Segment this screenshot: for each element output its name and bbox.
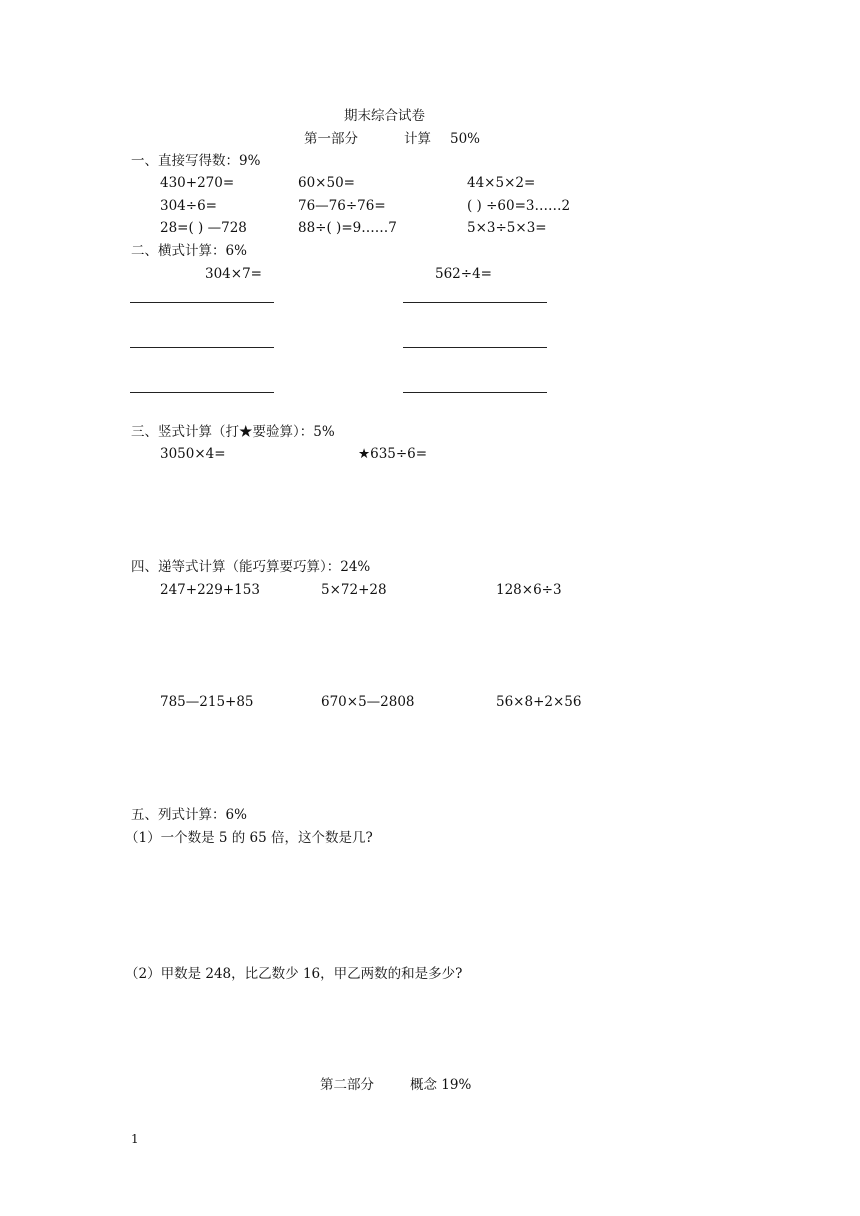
page-number: 1 [131, 1132, 139, 1146]
section3-heading: 三、竖式计算（打★要验算）：5% [131, 424, 335, 440]
sec1-item: 76—76÷76= [298, 198, 386, 214]
sec5-question-2: （2）甲数是 248，比乙数少 16，甲乙两数的和是多少? [125, 966, 463, 982]
sec1-item: 5×3÷5×3= [467, 220, 547, 236]
part2-name: 第二部分 [320, 1077, 374, 1093]
sec1-item: 28=( ) —728 [160, 220, 247, 236]
answer-line [403, 347, 547, 348]
answer-line [403, 302, 547, 303]
sec3-item: ★635÷6= [358, 446, 428, 462]
sec4-item: 247+229+153 [160, 582, 260, 598]
sec3-item: 3050×4= [160, 446, 226, 462]
sec1-item: 60×50= [298, 175, 355, 191]
sec4-item: 670×5—2808 [321, 694, 415, 710]
sec4-item: 785—215+85 [160, 694, 254, 710]
answer-line [130, 392, 274, 393]
sec2-item: 562÷4= [435, 266, 492, 282]
sec2-item: 304×7= [205, 266, 262, 282]
sec1-item: 88÷( )=9……7 [298, 220, 397, 236]
part2-topic: 概念 19% [410, 1077, 472, 1093]
section1-heading: 一、直接写得数：9% [131, 153, 261, 169]
part1-percent: 50% [450, 131, 481, 147]
section5-heading: 五、列式计算：6% [131, 807, 247, 823]
sec4-item: 56×8+2×56 [496, 694, 582, 710]
section4-heading: 四、递等式计算（能巧算要巧算）：24% [131, 559, 371, 575]
exam-title: 期末综合试卷 [344, 108, 425, 124]
sec5-question-1: （1）一个数是 5 的 65 倍，这个数是几? [125, 830, 373, 846]
section2-heading: 二、横式计算：6% [131, 243, 247, 259]
part1-name: 第一部分 [304, 131, 358, 147]
sec1-item: 304÷6= [160, 198, 217, 214]
sec4-item: 128×6÷3 [496, 582, 562, 598]
sec1-item: 44×5×2= [467, 175, 536, 191]
answer-line [130, 347, 274, 348]
sec4-item: 5×72+28 [321, 582, 387, 598]
sec1-item: ( ) ÷60=3……2 [467, 198, 571, 214]
answer-line [130, 302, 274, 303]
sec1-item: 430+270= [160, 175, 235, 191]
answer-line [403, 392, 547, 393]
part1-topic: 计算 [404, 131, 431, 147]
